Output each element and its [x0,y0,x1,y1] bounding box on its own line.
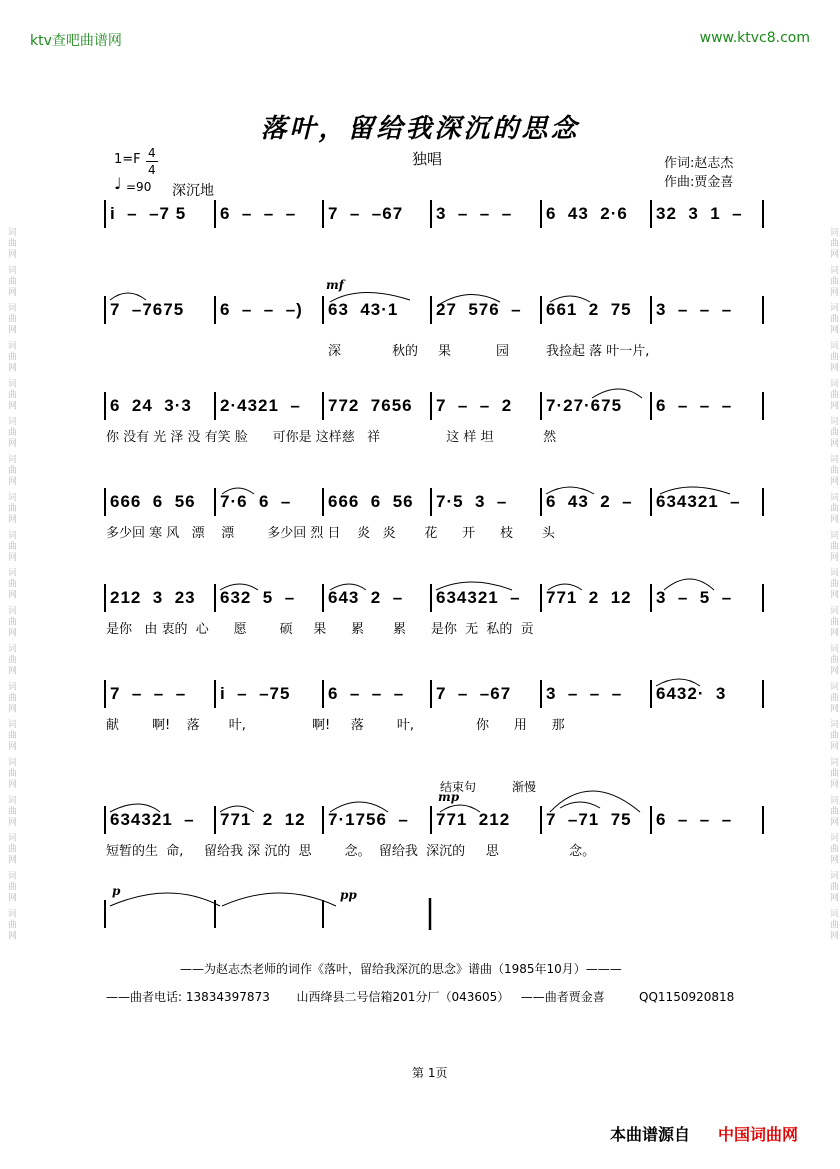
measure-notes: 7·6 6 – [220,492,292,511]
measure-notes: 666 6 56 [110,492,196,511]
measure-notes: i – –75 [220,684,291,703]
measure-notes: 7·1756 – [328,810,409,829]
contact-line: ——曲者电话: 13834397873 山西绛县二号信箱201分厂（043605） ——曲者贾金喜 QQ1150920818 [106,990,735,1004]
slur [436,582,512,590]
lyric-text: 秋的 [392,344,419,359]
measure-notes: 3 – – – [436,204,513,223]
page-number: 第 1页 [412,1066,448,1080]
lyric-line: 献 啊! 落 叶, 啊! 落 叶, 你 用 那 [106,718,565,733]
source-label: 本曲谱源自 [610,1125,691,1144]
measure-notes: 634321 – [436,588,521,607]
slur [550,791,640,812]
header-site-right[interactable]: www.ktvc8.com [699,30,810,46]
ending-phrase-label: 结束句 [440,780,477,794]
measure-notes: 772 7656 [328,396,413,415]
measure-notes: 771 2 12 [220,810,306,829]
slur [550,296,590,302]
measure-notes: 634321 – [656,492,741,511]
measure-notes: 643 2 – [328,588,404,607]
lyric-line: 短暂的生 命, 留给我 深 沉的 思 念。 留给我 深沉的 思 念。 [106,844,596,859]
slur [592,389,642,398]
performance-type: 独唱 [412,150,443,168]
slur [220,584,258,590]
slur [222,488,254,494]
ritardando-label: 渐慢 [512,780,537,794]
measure-notes: 63 43·1 [328,300,399,319]
measure-notes: 3 – – – [546,684,623,703]
measure-notes: 6 – – –) [220,300,303,319]
dedication-line: ——为赵志杰老师的词作《落叶，留给我深沉的思念》谱曲（1985年10月）——— [180,962,622,976]
lyric-text: 深 [328,344,342,359]
slur [546,487,594,494]
slur [656,679,700,686]
slur [110,293,146,300]
measure-notes: 3 – 5 – [656,588,733,607]
slur [440,294,500,304]
measure-notes: 212 3 23 [110,588,196,607]
slur [660,487,730,494]
measure-notes: 7·27·675 [546,396,623,415]
measure-notes: 7 –7675 [110,300,185,319]
measure-notes: i – –7 5 [110,204,187,223]
measure-notes: 6 – – – [220,204,297,223]
slur [330,584,366,590]
dynamic-mp: mp [438,790,460,804]
measure-notes: 771 212 [436,810,511,829]
measure-notes: 7 – – – [110,684,187,703]
measure-notes: 2·4321 – [220,396,301,415]
slur [110,804,160,812]
measure-notes: 7 –71 75 [546,810,632,829]
time-top: 4 [148,146,156,160]
dynamic-mf: mf [326,278,344,292]
slur [330,802,388,812]
left-watermark: 词曲网 词曲网 词曲网 词曲网 词曲网 词曲网 词曲网 词曲网 词曲网 词曲网 词曲网 词曲网 词曲网 词曲网 词曲网 词曲网 词曲网 词曲网 词曲网 [6,227,16,942]
slur [548,584,582,590]
measure-notes: 661 2 75 [546,300,632,319]
measure-notes: 666 6 56 [328,492,414,511]
time-bottom: 4 [148,163,156,177]
lyric-line: 多少回 寒 风 漂 漂 多少回 烈 日 炎 炎 花 开 枝 头 [106,526,555,541]
lyric-line: 你 没有 光 泽 没 有笑 脸 可你是 这样慈 祥 这 样 坦 然 [106,430,557,445]
measure-notes: 634321 – [110,810,195,829]
measure-notes: 7·5 3 – [436,492,508,511]
composer: 作曲:贾金喜 [664,175,734,190]
lyric-text: 我捡起 落 叶一片, [546,344,650,359]
measure-notes: 6 24 3·3 [110,396,192,415]
lyric-line: 是你 由 衷的 心 愿 硕 果 累 累 是你 无 私的 贡 [106,622,534,637]
source-site-link[interactable]: 中国词曲网 [718,1125,799,1144]
measure-notes: 7 – –67 [328,204,404,223]
measure-notes: 632 5 – [220,588,296,607]
header-site-left[interactable]: ktv查吧曲谱网 [30,33,122,49]
slur [560,802,600,808]
measure-notes: 6 43 2·6 [546,204,628,223]
measure-notes: 7 – –67 [436,684,512,703]
dynamic-p: p [112,884,121,898]
key-signature: 1=F [114,152,141,167]
quarter-note-icon: ♩ [114,174,122,193]
measure-notes: 6 43 2 – [546,492,633,511]
measure-notes: 771 2 12 [546,588,632,607]
measure-notes: 32 3 1 – [656,204,743,223]
lyricist: 作词:赵志杰 [664,156,734,171]
slur [222,893,336,906]
expression-mark: 深沉地 [172,183,214,199]
slur [664,579,714,590]
slur [110,893,220,906]
measure-notes: 6432· 3 [656,684,727,703]
measure-notes: 3 – – – [656,300,733,319]
measure-notes: 6 – – – [328,684,405,703]
measure-notes: 7 – – 2 [436,396,513,415]
measure-notes: 27 576 – [436,300,522,319]
tempo: =90 [126,180,152,194]
song-title: 落叶，留给我深沉的思念 [260,114,580,144]
right-watermark: 词曲网 词曲网 词曲网 词曲网 词曲网 词曲网 词曲网 词曲网 词曲网 词曲网 词曲网 词曲网 词曲网 词曲网 词曲网 词曲网 词曲网 词曲网 词曲网 [828,227,838,942]
slur [220,806,254,812]
dynamic-pp: pp [340,888,357,902]
lyric-text: 果 [438,344,452,359]
measure-notes: 6 – – – [656,810,733,829]
slur [330,292,410,302]
measure-notes: 6 – – – [656,396,733,415]
slur [440,805,480,812]
lyric-text: 园 [496,344,510,359]
